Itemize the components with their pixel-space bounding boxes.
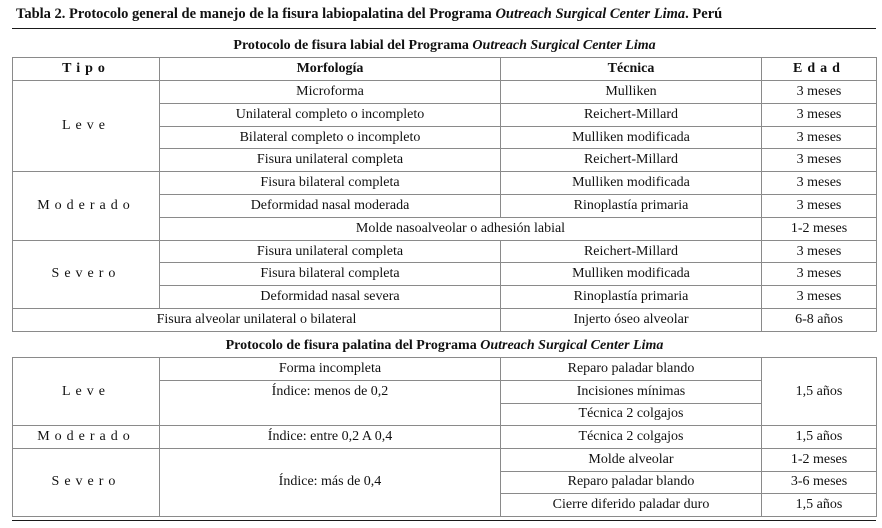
cell-edad: 1,5 años [762, 358, 877, 426]
cell-tecnica: Técnica 2 colgajos [501, 403, 762, 426]
cell-tecnica: Técnica 2 colgajos [501, 426, 762, 449]
cell-morfologia: Forma incompleta [160, 358, 501, 381]
cell-tecnica: Reichert-Millard [501, 240, 762, 263]
tipo-severo: Severo [13, 240, 160, 308]
cell-tecnica: Reichert-Millard [501, 149, 762, 172]
palatina-title-italic: Outreach Surgical Center Lima [480, 338, 664, 354]
tipo-leve: Leve [13, 358, 160, 426]
cell-morfologia: Fisura unilateral completa [160, 149, 501, 172]
cell-morfologia: Microforma [160, 81, 501, 104]
cell-alveolar: Fisura alveolar unilateral o bilateral [13, 309, 501, 332]
tipo-moderado: Moderado [13, 426, 160, 449]
cell-tecnica: Reparo paladar blando [501, 471, 762, 494]
cell-tecnica: Mulliken modificada [501, 263, 762, 286]
header-morfologia: Morfología [160, 58, 501, 81]
cell-edad: 6-8 años [762, 309, 877, 332]
cell-morfologia: Deformidad nasal moderada [160, 195, 501, 218]
cell-morfologia: Fisura bilateral completa [160, 172, 501, 195]
labial-protocol-table [12, 35, 877, 332]
cell-edad: 1,5 años [762, 426, 877, 449]
cell-edad: 3 meses [762, 263, 877, 286]
caption-italic: Outreach Surgical Center Lima [495, 6, 686, 22]
caption-text: Tabla 2. Protocolo general de manejo de la fisura labiopalatina del Programa [16, 6, 496, 22]
table-row [13, 172, 877, 195]
table-row [13, 358, 877, 381]
cell-tecnica: Injerto óseo alveolar [501, 309, 762, 332]
cell-edad: 1-2 meses [762, 217, 877, 240]
cell-edad: 3 meses [762, 286, 877, 309]
palatina-title-text: Protocolo de fisura palatina del Programa [225, 338, 481, 354]
table-row [13, 81, 877, 104]
cell-edad: 3-6 meses [762, 471, 877, 494]
cell-edad: 3 meses [762, 172, 877, 195]
cell-morfologia: Índice: menos de 0,2 [160, 380, 501, 425]
table-caption [16, 6, 722, 23]
table-row [13, 309, 877, 332]
cell-tecnica: Rinoplastía primaria [501, 195, 762, 218]
cell-tecnica: Molde alveolar [501, 448, 762, 471]
cell-tecnica: Reparo paladar blando [501, 358, 762, 381]
header-tecnica: Técnica [501, 58, 762, 81]
cell-edad: 3 meses [762, 81, 877, 104]
caption-suffix: . Perú [685, 6, 723, 22]
table-row [13, 448, 877, 471]
cell-tecnica: Mulliken modificada [501, 126, 762, 149]
cell-tecnica: Mulliken [501, 81, 762, 104]
labial-title-italic: Outreach Surgical Center Lima [472, 38, 656, 54]
tipo-severo: Severo [13, 448, 160, 516]
cell-morfologia: Unilateral completo o incompleto [160, 103, 501, 126]
labial-title-text: Protocolo de fisura labial del Programa [233, 38, 473, 54]
cell-tecnica: Incisiones mínimas [501, 380, 762, 403]
cell-morfologia: Índice: más de 0,4 [160, 448, 501, 516]
cell-morfologia: Bilateral completo o incompleto [160, 126, 501, 149]
cell-morfologia: Deformidad nasal severa [160, 286, 501, 309]
cell-morfologia: Índice: entre 0,2 A 0,4 [160, 426, 501, 449]
cell-edad: 1,5 años [762, 494, 877, 517]
cell-tecnica: Reichert-Millard [501, 103, 762, 126]
bottom-rule [12, 520, 876, 521]
cell-morfologia: Fisura bilateral completa [160, 263, 501, 286]
top-rule [12, 28, 876, 29]
table-row [13, 426, 877, 449]
cell-edad: 3 meses [762, 103, 877, 126]
cell-tecnica: Mulliken modificada [501, 172, 762, 195]
header-edad: Edad [762, 58, 877, 81]
tipo-leve: Leve [13, 81, 160, 172]
cell-edad: 3 meses [762, 126, 877, 149]
cell-tecnica: Rinoplastía primaria [501, 286, 762, 309]
palatina-section-title [13, 335, 877, 358]
cell-edad: 1-2 meses [762, 448, 877, 471]
cell-merged-molde: Molde nasoalveolar o adhesión labial [160, 217, 762, 240]
tipo-moderado: Moderado [13, 172, 160, 240]
palatina-protocol-table [12, 335, 877, 517]
labial-header-row [13, 58, 877, 81]
cell-tecnica: Cierre diferido paladar duro [501, 494, 762, 517]
cell-edad: 3 meses [762, 240, 877, 263]
cell-edad: 3 meses [762, 195, 877, 218]
cell-morfologia: Fisura unilateral completa [160, 240, 501, 263]
labial-section-title [13, 35, 877, 58]
table-row [13, 240, 877, 263]
cell-edad: 3 meses [762, 149, 877, 172]
header-tipo: Tipo [13, 58, 160, 81]
